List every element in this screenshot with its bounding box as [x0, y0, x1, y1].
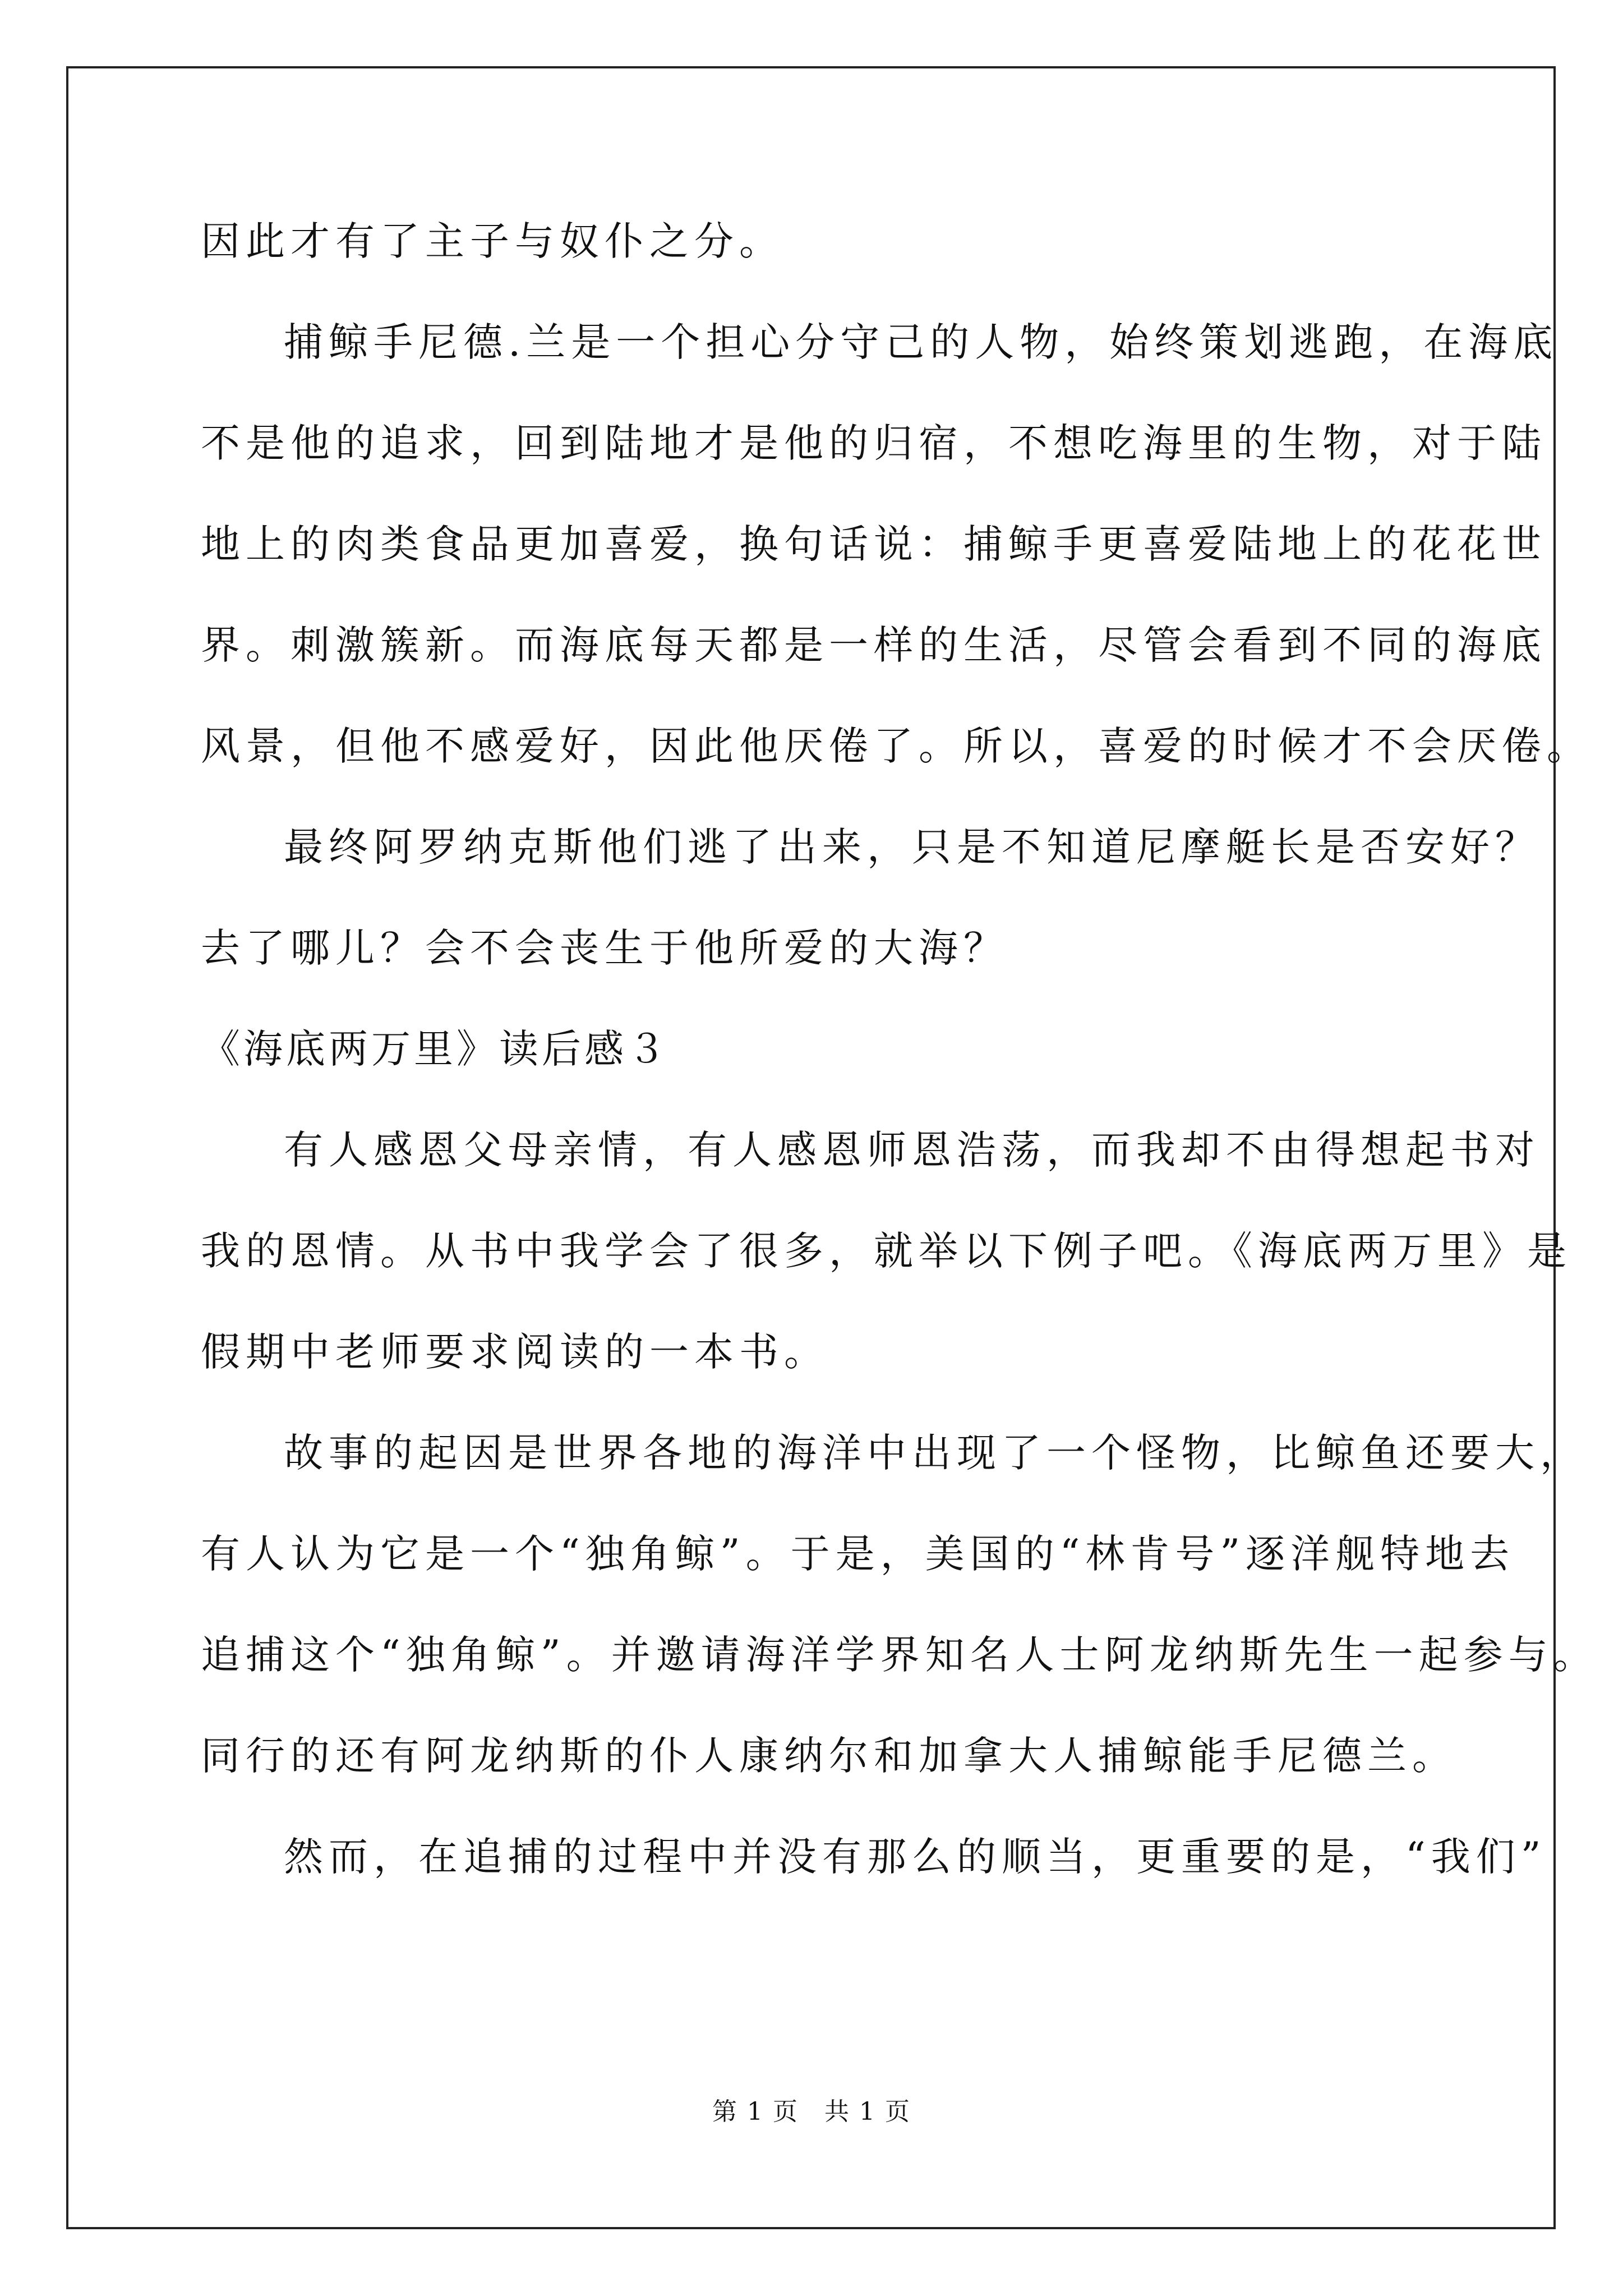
page-number-label: 第 1 页 共 1 页: [712, 2097, 911, 2126]
text-line: 去了哪儿？会不会丧生于他所爱的大海？: [201, 925, 1008, 971]
section-heading: 《海底两万里》读后感３: [201, 1026, 670, 1072]
text-line: 假期中老师要求阅读的一本书。: [201, 1329, 829, 1375]
text-line: 我的恩情。从书中我学会了很多，就举以下例子吧。《海底两万里》是: [201, 1228, 1572, 1274]
text-line: 地上的肉类食品更加喜爱，换句话说：捕鲸手更喜爱陆地上的花花世: [201, 521, 1547, 567]
text-line: 故事的起因是世界各地的海洋中出现了一个怪物，比鲸鱼还要大，: [284, 1430, 1585, 1476]
text-line: 界。刺激簇新。而海底每天都是一样的生活，尽管会看到不同的海底: [201, 622, 1547, 668]
text-line: 捕鲸手尼德.兰是一个担心分守己的人物，始终策划逃跑，在海底: [284, 319, 1559, 365]
text-line: 不是他的追求，回到陆地才是他的归宿，不想吃海里的生物，对于陆: [201, 420, 1547, 466]
text-line: 最终阿罗纳克斯他们逃了出来，只是不知道尼摩艇长是否安好？: [284, 824, 1540, 870]
page-footer: [0, 2095, 1623, 2129]
text-line: 有人感恩父母亲情，有人感恩师恩浩荡，而我却不由得想起书对: [284, 1127, 1540, 1173]
text-line: 有人认为它是一个“独角鲸”。于是，美国的“林肯号”逐洋舰特地去: [201, 1531, 1515, 1577]
text-line: 因此才有了主子与奴仆之分。: [201, 218, 784, 264]
text-line: 风景，但他不感爱好，因此他厌倦了。所以，喜爱的时候才不会厌倦。: [201, 723, 1592, 769]
text-line: 然而，在追捕的过程中并没有那么的顺当，更重要的是，“我们”: [284, 1834, 1547, 1880]
text-line: 追捕这个“独角鲸”。并邀请海洋学界知名人士阿龙纳斯先生一起参与。: [201, 1632, 1598, 1678]
text-line: 同行的还有阿龙纳斯的仆人康纳尔和加拿大人捕鲸能手尼德兰。: [201, 1733, 1457, 1779]
document-body: [201, 191, 1598, 1907]
